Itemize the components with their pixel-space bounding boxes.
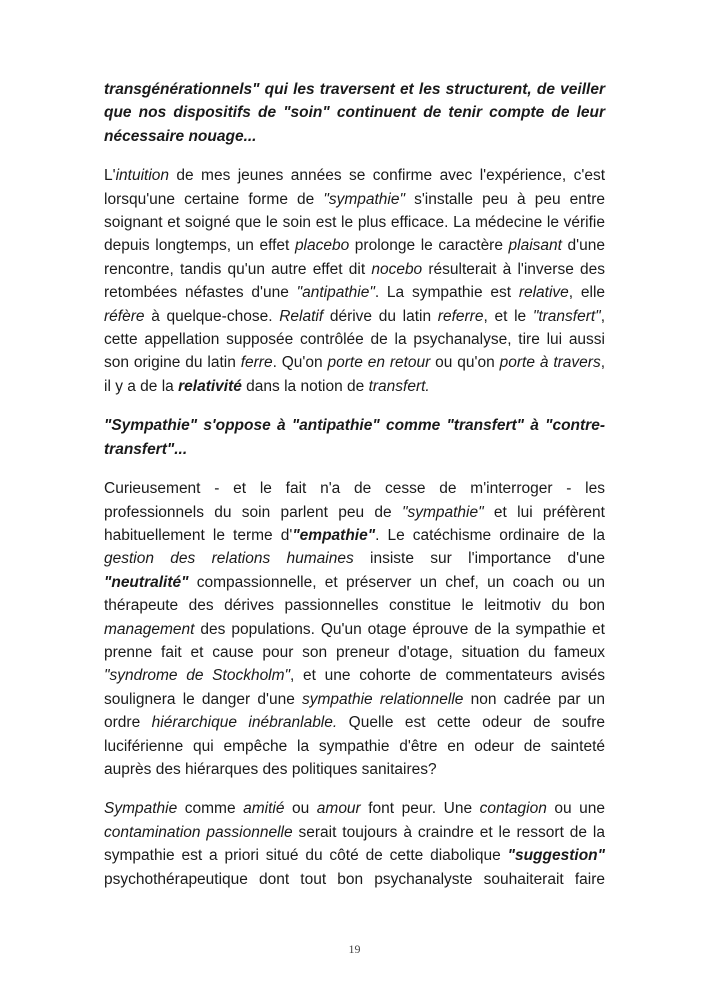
text-run: contagion	[479, 800, 547, 818]
paragraph	[104, 477, 605, 781]
text-run: s'installe peu à peu entre soignant et soigné que le soin est le plus efficace. La médecine le vérifie depuis longtemps, un effet	[104, 190, 605, 255]
text-run: porte à travers	[499, 354, 601, 372]
paragraph	[104, 164, 605, 398]
text-run: des populations. Qu'un otage éprouve de la sympathie et prenne fait et cause pour son preneur d'otage, situation du fameux	[104, 620, 605, 661]
text-run: d'une rencontre, tandis qu'un autre effet dit	[104, 237, 606, 278]
text-run: . Le catéchisme ordinaire de la	[375, 526, 605, 544]
text-run: hiérarchique inébranlable.	[151, 714, 338, 732]
text-run: font peur. Une	[360, 800, 480, 818]
text-run: à quelque-chose.	[144, 307, 280, 325]
text-run: , elle	[568, 284, 606, 302]
text-run: "Sympathie" s'oppose à "antipathie" comme "transfert" à "contre-transfert"...	[104, 417, 605, 458]
text-run: insiste sur l'importance d'une	[353, 550, 605, 568]
text-run: , et une cohorte de commentateurs avisés soulignera le danger d'une	[104, 667, 605, 708]
paragraph	[104, 414, 605, 461]
text-run: intuition	[115, 167, 170, 185]
text-run: "transfert"	[532, 307, 601, 325]
text-run: compassionnelle, et préserver un chef, un coach ou un thérapeute des dérives passionnelles constitue le leitmotiv du bon	[104, 573, 605, 615]
text-run: . Qu'on	[272, 354, 328, 372]
text-run: placebo	[294, 237, 350, 255]
text-run: comme	[177, 800, 244, 818]
text-run: "sympathie"	[323, 190, 405, 208]
text-run: serait toujours à craindre et le ressort de la sympathie est a priori situé du côté de cette diabolique	[104, 823, 605, 865]
text-run: . La sympathie est	[374, 284, 519, 302]
text-run: non cadrée par un ordre	[104, 690, 606, 732]
text-run: "sympathie"	[401, 503, 484, 521]
paragraph	[104, 78, 605, 148]
text-run: nocebo	[371, 260, 423, 278]
text-run: , cette appellation supposée contrôlée de la psychanalyse, tire lui aussi son origine du latin	[104, 307, 605, 372]
text-run: plaisant	[508, 237, 562, 255]
text-run: Sympathie	[104, 800, 178, 818]
text-run: ou	[284, 800, 317, 818]
text-run: ou une	[546, 800, 605, 818]
text-run: réfère	[104, 307, 145, 325]
text-run: sympathie relationnelle	[302, 690, 464, 708]
text-run: prolonge le caractère	[349, 237, 509, 255]
text-run: de mes jeunes années se confirme avec l'expérience, c'est lorsqu'une certaine forme de	[104, 167, 605, 208]
text-run: amitié	[243, 800, 285, 818]
text-run: , et le	[483, 307, 533, 325]
text-run: L'	[104, 167, 116, 185]
page-text	[104, 78, 605, 907]
text-run: ou qu'on	[430, 354, 500, 372]
text-run: "antipathie"	[296, 284, 375, 302]
text-run: dérive du latin	[323, 307, 438, 325]
text-run: porte en retour	[327, 354, 431, 372]
text-run: résulterait à l'inverse des retombées néfastes d'une	[104, 260, 605, 302]
text-run: "empathie"	[292, 526, 376, 544]
text-run: relative	[518, 284, 569, 302]
text-run: "suggestion"	[507, 847, 605, 865]
text-run: relativité	[178, 377, 242, 395]
text-run: gestion des relations humaines	[104, 550, 354, 568]
text-run: et lui préfèrent habituellement le terme d'	[104, 503, 605, 544]
text-run: transgénérationnels" qui les traversent et les structurent, de veiller que nos dispositifs de "soin" continuent de tenir compte de leur nécessaire nouage...	[104, 81, 605, 145]
text-run: , il y a de la	[104, 354, 606, 395]
text-run: dans la notion de	[241, 377, 369, 395]
text-run: ferre	[240, 354, 273, 372]
text-run: psychothérapeutique dont tout bon psychanalyste souhaiterait faire	[104, 870, 605, 888]
text-run: referre	[437, 307, 484, 325]
text-run: Relatif	[279, 307, 324, 325]
page-number: 19	[348, 942, 361, 956]
text-run: management	[104, 620, 195, 638]
text-run: "syndrome de Stockholm"	[104, 667, 291, 685]
paragraph	[104, 797, 605, 891]
text-run: Quelle est cette odeur de soufre luciférienne qui empêche la sympathie d'être en odeur de sainteté auprès des hiérarques des politiques sanitaires?	[104, 714, 605, 778]
text-run: Curieusement - et le fait n'a de cesse de m'interroger - les professionnels du soin parlent peu de	[104, 480, 605, 521]
text-run: transfert.	[368, 377, 430, 395]
text-run: contamination passionnelle	[104, 823, 293, 841]
text-run: amour	[316, 800, 361, 818]
text-run: "neutralité"	[104, 573, 189, 591]
